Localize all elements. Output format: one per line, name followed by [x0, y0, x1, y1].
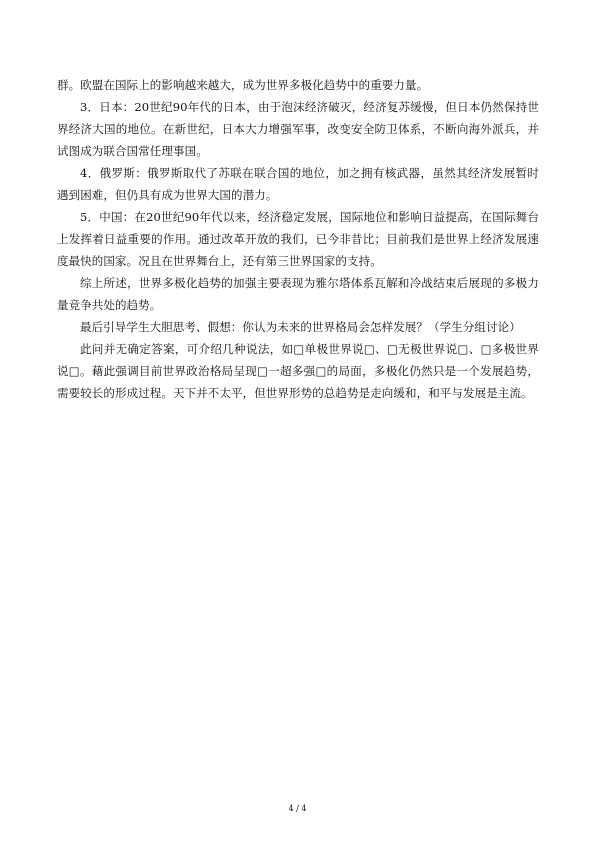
- paragraph-china: 5．中国：在20世纪90年代以来，经济稳定发展，国际地位和影响日益提高，在国际舞台上发挥着日益重要的作用。通过改革开放的我们，已今非昔比；目前我们是世界上经济发展速度最快的国家。况且在世界舞台上，还有第三世界国家的支持。: [57, 210, 539, 268]
- paragraph-discussion-answer: 此问并无确定答案，可介绍几种说法，如□单极世界说□、□无极世界说□、□多极世界说□。藉此强调目前世界政治格局呈现□一超多强□的局面，多极化仍然只是一个发展趋势，需要较长的形成过程。天下并不太平，但世界形势的总趋势是走向缓和，和平与发展是主流。: [57, 342, 539, 400]
- document-body: [57, 74, 539, 404]
- paragraph-russia: 4．俄罗斯：俄罗斯取代了苏联在联合国的地位，加之拥有核武器，虽然其经济发展暂时遇到困难，但仍具有成为世界大国的潜力。: [57, 166, 539, 202]
- paragraph-summary: 综上所述，世界多极化趋势的加强主要表现为雅尔塔体系瓦解和冷战结束后展现的多极力量竞争共处的趋势。: [57, 276, 539, 312]
- paragraph-discussion-question: 最后引导学生大胆思考、假想：你认为未来的世界格局会怎样发展？（学生分组讨论）: [80, 320, 521, 334]
- paragraph-japan: 3．日本：20世纪90年代的日本，由于泡沫经济破灭，经济复苏缓慢，但日本仍然保持世界经济大国的地位。在新世纪，日本大力增强军事，改变安全防卫体系，不断向海外派兵，并试图成为联合国常任理事国。: [57, 100, 539, 158]
- page-number: 4 / 4: [288, 804, 307, 813]
- paragraph-eu-continuation: 群。欧盟在国际上的影响越来越大，成为世界多极化趋势中的重要力量。: [57, 78, 429, 92]
